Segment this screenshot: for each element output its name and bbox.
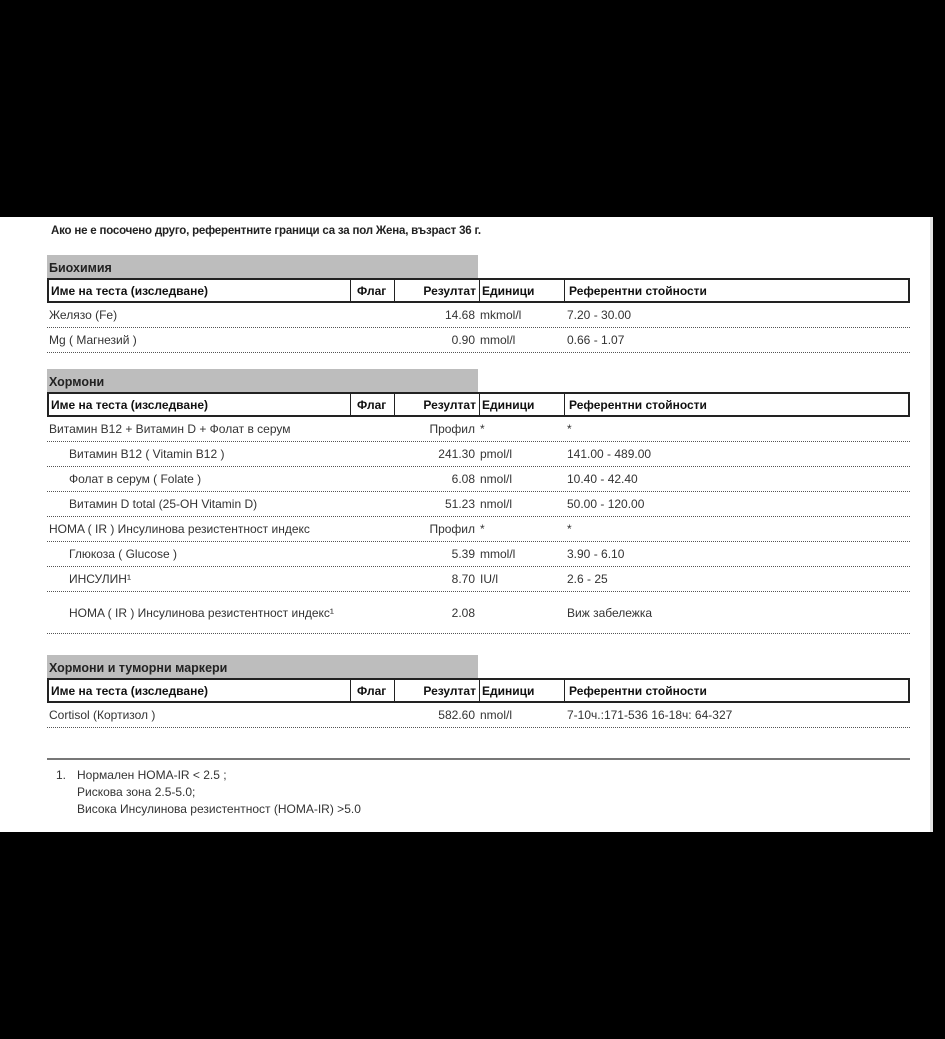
report-page: [0, 217, 933, 832]
cell-ref: 141.00 - 489.00: [567, 447, 652, 461]
footnote-line: Висока Инсулинова резистентност (HOMA-IR) >5.0: [77, 802, 361, 816]
cell-name: Желязо (Fe): [49, 308, 118, 322]
section-title: Хормони: [47, 369, 478, 392]
cell-ref: 0.66 - 1.07: [567, 333, 625, 347]
cell-result: Профил: [429, 522, 475, 536]
cell-result: 241.30: [438, 447, 475, 461]
header-flag: Флаг: [351, 680, 395, 701]
section-2: [47, 655, 910, 728]
header-result: Резултат: [395, 280, 480, 301]
table-row: [47, 442, 910, 467]
header-units: Единици: [480, 394, 565, 415]
cell-result: 582.60: [438, 708, 475, 722]
cell-units: *: [480, 522, 485, 536]
header-ref: Референтни стойности: [569, 397, 707, 412]
cell-ref: 2.6 - 25: [567, 572, 608, 586]
cell-ref: 50.00 - 120.00: [567, 497, 645, 511]
table-header: [47, 392, 910, 417]
footnote-divider: [47, 758, 910, 760]
cell-name: Cortisol (Кортизол ): [49, 708, 156, 722]
cell-result: 0.90: [451, 333, 475, 347]
footnote: [56, 767, 361, 818]
cell-result: 6.08: [451, 472, 475, 486]
cell-name: Глюкоза ( Glucose ): [69, 547, 177, 561]
cell-ref: Виж забележка: [567, 605, 653, 620]
table-row: [47, 417, 910, 442]
cell-name: Витамин D total (25-OH Vitamin D): [69, 497, 258, 511]
footnote-number: 1.: [56, 768, 67, 782]
footnote-line: Рискова зона 2.5-5.0;: [77, 785, 196, 799]
header-name: Име на теста (изследване): [49, 680, 351, 701]
section-0: [47, 255, 910, 353]
cell-result: Профил: [429, 422, 475, 436]
cell-ref: 7-10ч.:171-536 16-18ч: 64-327: [567, 708, 733, 722]
header-name: Име на теста (изследване): [49, 280, 351, 301]
header-units: Единици: [480, 280, 565, 301]
cell-units: nmol/l: [480, 708, 513, 722]
table-row: [47, 703, 910, 728]
cell-result: 5.39: [451, 547, 475, 561]
cell-result: 2.08: [451, 605, 475, 620]
table-row: [47, 542, 910, 567]
header-result: Резултат: [395, 680, 480, 701]
cell-units: mmol/l: [480, 333, 516, 347]
cell-result: 8.70: [451, 572, 475, 586]
cell-units: nmol/l: [480, 472, 513, 486]
cell-name: HOMA ( IR ) Инсулинова резистентност индекс¹: [69, 605, 334, 620]
cell-name: Витамин B12 ( Vitamin B12 ): [69, 447, 225, 461]
header-flag: Флаг: [351, 280, 395, 301]
header-units: Единици: [480, 680, 565, 701]
reference-note: Ако не е посочено друго, референтните граници са за пол Жена, възраст 36 г.: [51, 225, 481, 237]
cell-ref: 7.20 - 30.00: [567, 308, 632, 322]
table-row: [47, 592, 910, 634]
table-row: [47, 492, 910, 517]
footnote-line: Нормален HOMA-IR < 2.5 ;: [77, 768, 227, 782]
cell-result: 14.68: [444, 308, 475, 322]
cell-name: Витамин B12 + Витамин D + Фолат в серум: [49, 422, 291, 436]
section-title: Хормони и туморни маркери: [47, 655, 478, 678]
table-row: [47, 303, 910, 328]
cell-units: pmol/l: [480, 447, 513, 461]
cell-units: *: [480, 422, 485, 436]
cell-result: 51.23: [444, 497, 475, 511]
cell-ref: 3.90 - 6.10: [567, 547, 625, 561]
cell-ref: *: [567, 522, 572, 536]
table-header: [47, 678, 910, 703]
table-row: [47, 328, 910, 353]
table-row: [47, 567, 910, 592]
cell-units: IU/l: [480, 572, 498, 586]
cell-ref: 10.40 - 42.40: [567, 472, 638, 486]
cell-name: HOMA ( IR ) Инсулинова резистентност индекс: [49, 522, 310, 536]
cell-name: ИНСУЛИН¹: [69, 572, 131, 586]
cell-name: Mg ( Магнезий ): [49, 333, 137, 347]
cell-units: mkmol/l: [480, 308, 522, 322]
section-1: [47, 369, 910, 634]
cell-ref: *: [567, 422, 572, 436]
table-row: [47, 517, 910, 542]
table-row: [47, 467, 910, 492]
cell-units: mmol/l: [480, 547, 516, 561]
table-header: [47, 278, 910, 303]
cell-units: nmol/l: [480, 497, 513, 511]
section-title: Биохимия: [47, 255, 478, 278]
header-ref: Референтни стойности: [569, 683, 707, 698]
header-result: Резултат: [395, 394, 480, 415]
cell-name: Фолат в серум ( Folate ): [69, 472, 202, 486]
header-name: Име на теста (изследване): [49, 394, 351, 415]
header-ref: Референтни стойности: [569, 283, 707, 298]
header-flag: Флаг: [351, 394, 395, 415]
